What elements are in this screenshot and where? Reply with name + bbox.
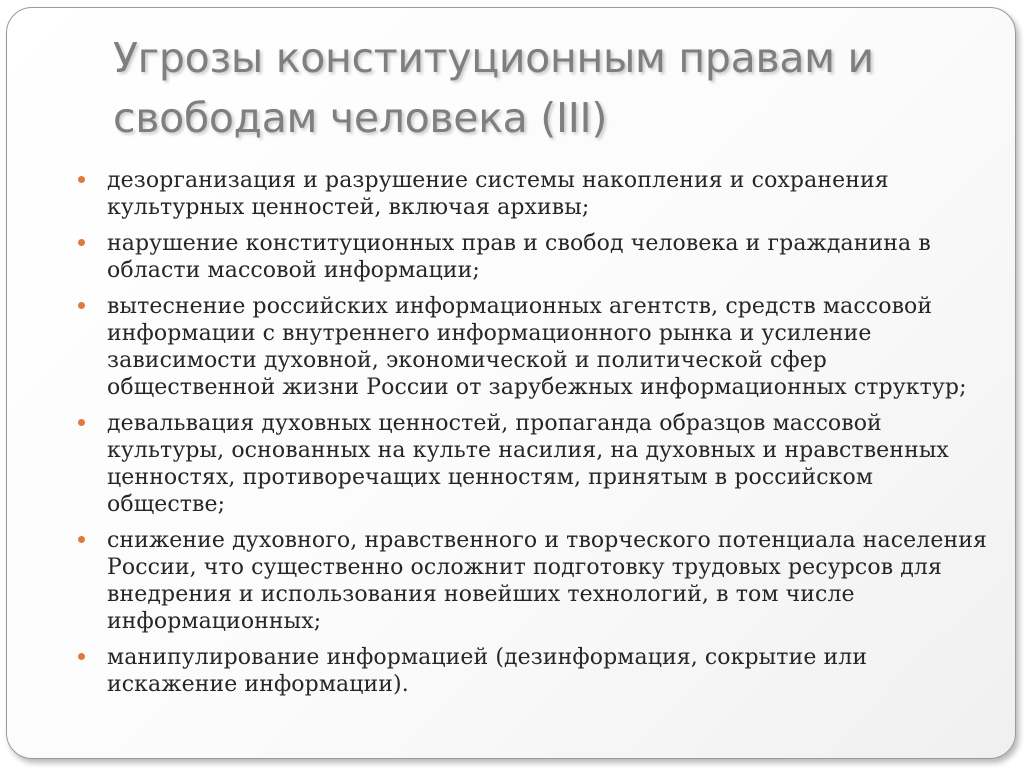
bullet-dot-icon <box>78 239 85 246</box>
bullet-dot-icon <box>78 536 85 543</box>
bullet-text: манипулирование информацией (дезинформация, сокрытие или искажение информации). <box>107 645 868 697</box>
bullet-item <box>76 644 996 698</box>
bullet-item <box>76 527 996 635</box>
bullet-dot-icon <box>78 302 85 309</box>
bullet-text: вытеснение российских информационных агентств, средств массовой информации с внутреннего информационного рынка и усиление зависимости духовной, экономической и политической сфер общественной жизни России от зарубежных информационных структур; <box>107 294 967 400</box>
bullet-text: снижение духовного, нравственного и творческого потенциала населения России, что существенно осложнит подготовку трудовых ресурсов для внедрения и использования новейших технологий, в том числе информационных; <box>107 528 987 634</box>
bullet-text: дезорганизация и разрушение системы накопления и сохранения культурных ценностей, включая архивы; <box>107 168 889 220</box>
bullet-text: нарушение конституционных прав и свобод человека и гражданина в области массовой информации; <box>107 231 931 283</box>
bullet-text: девальвация духовных ценностей, пропаганда образцов массовой культуры, основанных на культе насилия, на духовных и нравственных ценностях, противоречащих ценностям, принятым в российском обществе; <box>107 411 949 517</box>
bullet-dot-icon <box>78 176 85 183</box>
bullet-dot-icon <box>78 653 85 660</box>
bullet-item <box>76 167 996 221</box>
bullet-item <box>76 293 996 401</box>
slide-title: Угрозы конституционным правам и свободам человека (III) <box>113 34 874 142</box>
bullet-dot-icon <box>78 419 85 426</box>
bullet-item <box>76 410 996 518</box>
bullet-list <box>76 167 996 707</box>
bullet-item <box>76 230 996 284</box>
